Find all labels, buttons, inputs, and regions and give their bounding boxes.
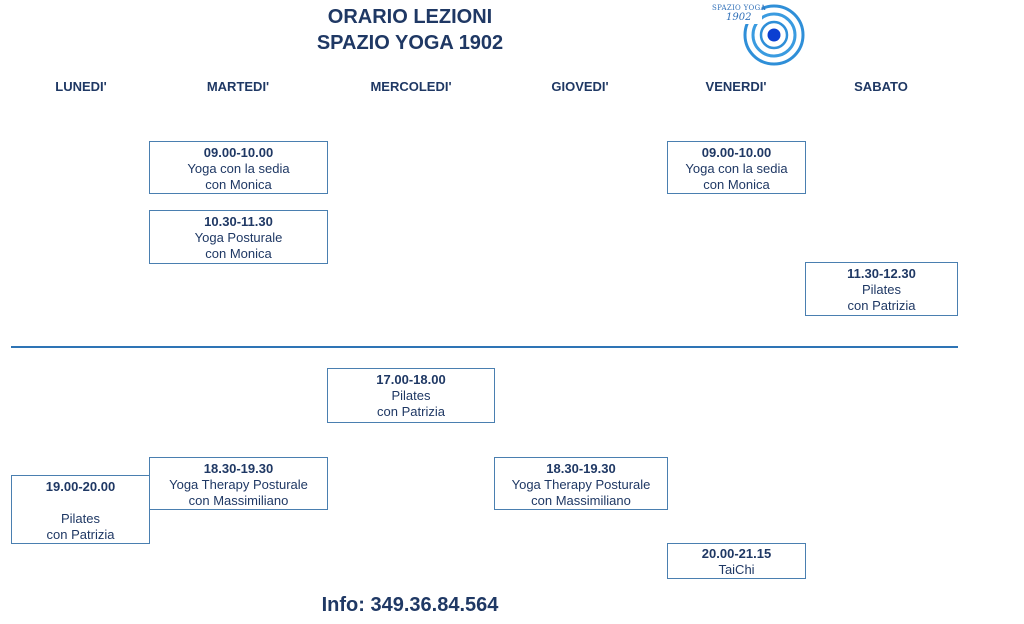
contact-info: Info: 349.36.84.564 [321,594,499,616]
lesson-slot-venerdi-0900 [667,141,806,194]
lesson-name: Yoga con la sedia [685,161,788,176]
lesson-name: Yoga Posturale [194,230,283,245]
lesson-teacher: con Monica [205,246,272,261]
lesson-name: Yoga Therapy Posturale [511,477,651,492]
day-header-sabato: SABATO [854,79,908,94]
lesson-time: 18.30-19.30 [203,461,274,476]
day-header-martedi: MARTEDI' [206,79,270,94]
lesson-teacher: con Monica [205,177,272,192]
page-subtitle: SPAZIO YOGA 1902 [316,32,504,54]
lesson-time: 09.00-10.00 [701,145,772,160]
day-header-lunedi: LUNEDI' [55,79,107,94]
day-header-venerdi: VENERDI' [705,79,767,94]
day-header-mercoledi: MERCOLEDI' [370,79,452,94]
lesson-name: TaiChi [718,562,755,577]
lesson-time: 18.30-19.30 [546,461,616,476]
lesson-time: 20.00-21.15 [701,546,772,561]
slot-spacer [12,495,149,511]
lesson-name: Yoga con la sedia [187,161,290,176]
lesson-slot-giovedi-1830 [494,457,668,510]
lesson-teacher: con Patrizia [847,298,916,313]
lesson-slot-venerdi-2000 [667,543,806,579]
lesson-teacher: con Monica [703,177,770,192]
logo-year: 1902 [726,12,752,23]
lesson-time: 11.30-12.30 [847,266,916,281]
page-title: ORARIO LEZIONI [327,6,493,28]
lesson-name: Pilates [391,388,431,403]
lesson-time: 19.00-20.00 [45,479,116,494]
lesson-slot-sabato-1130 [805,262,958,316]
logo-text: SPAZIO YOGA [712,4,766,12]
lesson-name: Pilates [861,282,902,297]
morning-evening-divider [11,346,958,348]
lesson-teacher: con Massimiliano [188,493,289,508]
lesson-teacher: con Patrizia [46,527,115,542]
lesson-slot-mercoledi-1700 [327,368,495,423]
day-header-giovedi: GIOVEDI' [551,79,609,94]
lesson-slot-martedi-1030 [149,210,328,264]
lesson-name: Yoga Therapy Posturale [169,477,308,492]
lesson-name: Pilates [60,511,101,526]
lesson-time: 10.30-11.30 [204,214,273,229]
lesson-teacher: con Patrizia [377,404,445,419]
lesson-slot-lunedi-1900 [11,475,150,544]
lesson-time: 17.00-18.00 [376,372,446,387]
lesson-teacher: con Massimiliano [531,493,631,508]
lesson-slot-martedi-0900 [149,141,328,194]
lesson-time: 09.00-10.00 [203,145,274,160]
lesson-slot-martedi-1830 [149,457,328,510]
